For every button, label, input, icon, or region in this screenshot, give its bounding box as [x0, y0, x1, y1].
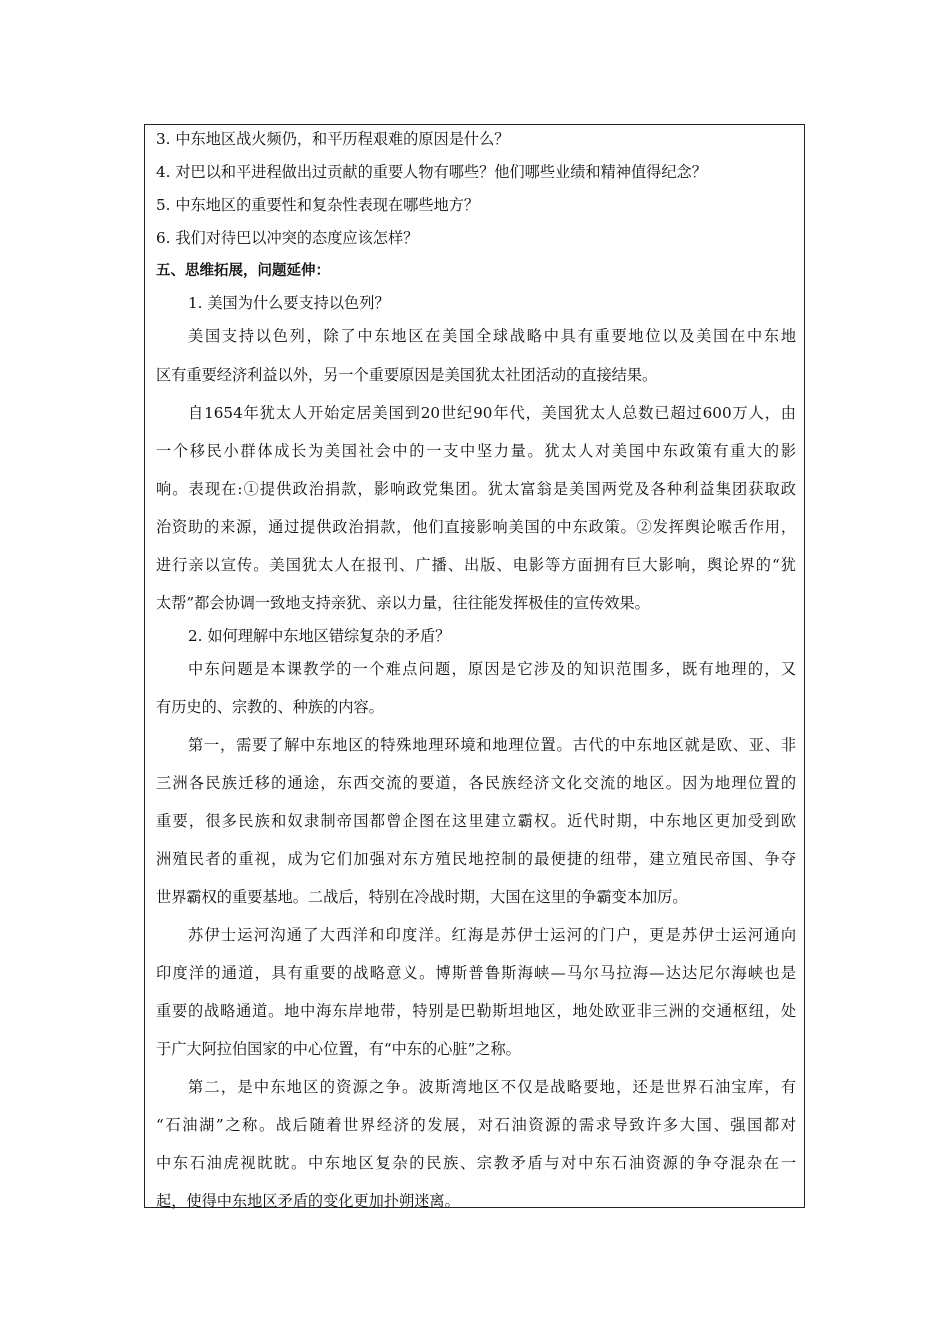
paragraph-line: 一个移民小群体成长为美国社会中的一支中坚力量。犹太人对美国中东政策有重大的影	[156, 442, 796, 460]
paragraph-line: 于广大阿拉伯国家的中心位置，有“中东的心脏”之称。	[156, 1040, 521, 1058]
paragraph-line: “石油湖”之称。战后随着世界经济的发展，对石油资源的需求导致许多大国、强国都对	[156, 1116, 796, 1134]
section-heading: 五、思维拓展，问题延伸：	[156, 263, 330, 279]
paragraph-line: 洲殖民者的重视，成为它们加强对东方殖民地控制的最便捷的纽带，建立殖民帝国、争夺	[156, 850, 796, 868]
paragraph-line: 响。表现在:①提供政治捐款，影响政党集团。犹太富翁是美国两党及各种利益集团获取政	[156, 480, 796, 498]
paragraph-line: 重要的战略通道。地中海东岸地带，特别是巴勒斯坦地区，地处欧亚非三洲的交通枢纽，处	[156, 1002, 796, 1020]
paragraph-line: 美国支持以色列，除了中东地区在美国全球战略中具有重要地位以及美国在中东地	[188, 327, 796, 345]
question-4: 4. 对巴以和平进程做出过贡献的重要人物有哪些？他们哪些业绩和精神值得纪念？	[156, 163, 707, 181]
paragraph-line: 太帮”都会协调一致地支持亲犹、亲以力量，往往能发挥极佳的宣传效果。	[156, 594, 650, 612]
paragraph-line: 第二，是中东地区的资源之争。波斯湾地区不仅是战略要地，还是世界石油宝库，有	[188, 1078, 796, 1096]
question-6: 6. 我们对待巴以冲突的态度应该怎样？	[156, 229, 419, 247]
paragraph-line: 三洲各民族迁移的通途，东西交流的要道，各民族经济文化交流的地区。因为地理位置的	[156, 774, 796, 792]
question-5: 5. 中东地区的重要性和复杂性表现在哪些地方？	[156, 196, 480, 214]
paragraph-line: 治资助的来源，通过提供政治捐款，他们直接影响美国的中东政策。②发挥舆论喉舌作用，	[156, 518, 796, 536]
paragraph-line: 苏伊士运河沟通了大西洋和印度洋。红海是苏伊士运河的门户，更是苏伊士运河通向	[188, 926, 796, 944]
question-3: 3. 中东地区战火频仍，和平历程艰难的原因是什么？	[156, 130, 510, 148]
paragraph-line: 自1654年犹太人开始定居美国到20世纪90年代，美国犹太人总数已超过600万人，由	[188, 404, 796, 422]
paragraph-line: 重要，很多民族和奴隶制帝国都曾企图在这里建立霸权。近代时期，中东地区更加受到欧	[156, 812, 796, 830]
paragraph-line: 有历史的、宗教的、种族的内容。	[156, 698, 384, 716]
paragraph-line: 区有重要经济利益以外，另一个重要原因是美国犹太社团活动的直接结果。	[156, 366, 658, 384]
paragraph-line: 印度洋的通道，具有重要的战略意义。博斯普鲁斯海峡—马尔马拉海—达达尼尔海峡也是	[156, 964, 796, 982]
content-table-cell	[144, 124, 805, 1208]
paragraph-line: 起，使得中东地区矛盾的变化更加扑朔迷离。	[156, 1192, 460, 1210]
subquestion-1-title: 1. 美国为什么要支持以色列？	[188, 294, 390, 312]
paragraph-line: 中东石油虎视眈眈。中东地区复杂的民族、宗教矛盾与对中东石油资源的争夺混杂在一	[156, 1154, 796, 1172]
subquestion-2-title: 2. 如何理解中东地区错综复杂的矛盾？	[188, 627, 451, 645]
paragraph-line: 进行亲以宣传。美国犹太人在报刊、广播、出版、电影等方面拥有巨大影响，舆论界的“犹	[156, 556, 796, 574]
paragraph-line: 世界霸权的重要基地。二战后，特别在冷战时期，大国在这里的争霸变本加厉。	[156, 888, 688, 906]
paragraph-line: 第一，需要了解中东地区的特殊地理环境和地理位置。古代的中东地区就是欧、亚、非	[188, 736, 796, 754]
paragraph-line: 中东问题是本课教学的一个难点问题，原因是它涉及的知识范围多，既有地理的，又	[188, 660, 796, 678]
